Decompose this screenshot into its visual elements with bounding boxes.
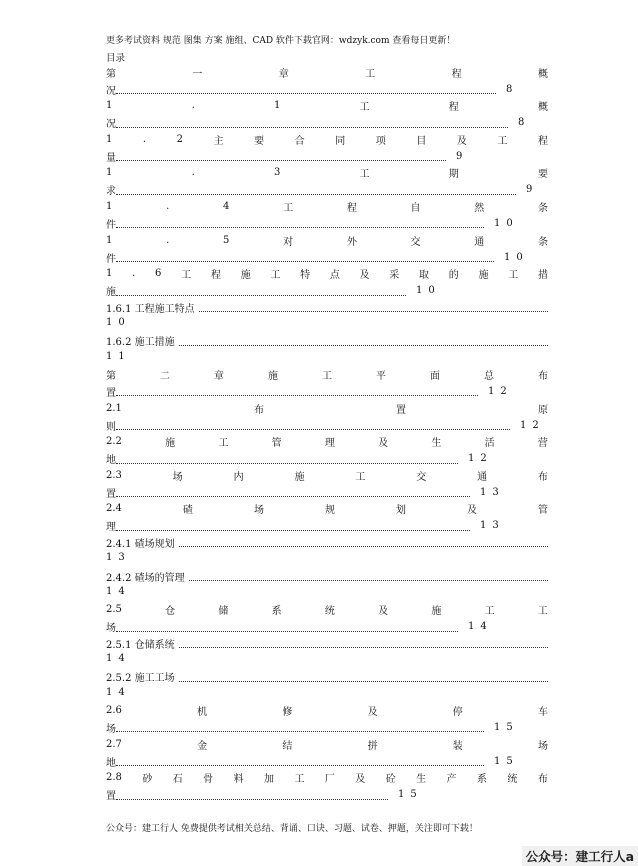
toc-entry-heading: 1.6.1 工程施工特点: [106, 303, 195, 315]
dot-leader: [116, 118, 508, 128]
toc-title-part: 3: [273, 167, 281, 179]
watermark: 公众号：建工行人a: [522, 846, 638, 866]
toc-title-part: .: [142, 133, 147, 145]
toc-entry[interactable]: [106, 468, 548, 501]
toc-title-part: 碴: [182, 505, 193, 517]
toc-title-part: 期: [448, 169, 459, 181]
toc-title-part: 及: [378, 438, 389, 450]
toc-entry[interactable]: [106, 502, 548, 535]
toc-title-part: 置: [395, 404, 406, 416]
toc-entry[interactable]: [106, 771, 548, 804]
toc-title-part: 第: [106, 370, 116, 382]
toc-entry-title: [106, 401, 548, 415]
toc-title-part: 自: [410, 202, 421, 214]
toc-page-number: 13: [480, 520, 505, 532]
toc-title-part: 工: [365, 68, 376, 80]
toc-title-part: 加: [264, 774, 275, 786]
dot-leader: [116, 622, 458, 632]
toc-entry-title: [106, 435, 548, 449]
toc-title-part: 特: [300, 270, 311, 282]
toc-page-number: 10: [504, 251, 529, 263]
toc-title-part: 及: [359, 270, 370, 282]
toc-title-part: 2.3: [106, 469, 122, 481]
toc-entry-title: [106, 603, 548, 617]
toc-page-number: 14: [106, 653, 131, 665]
toc-title-part: 施: [240, 270, 251, 282]
toc-title-part: 及: [466, 505, 477, 517]
toc-entry[interactable]: [106, 401, 548, 434]
dot-leader: [189, 571, 548, 581]
toc-title-part: 及: [456, 135, 467, 147]
dot-leader: [116, 84, 496, 94]
dot-leader: [116, 487, 470, 497]
toc-title-part: 工: [322, 370, 332, 382]
toc-title-part: 交: [416, 471, 427, 483]
toc-entry[interactable]: [106, 300, 548, 333]
toc-title-part: 面: [430, 370, 440, 382]
toc-title-part: 内: [233, 471, 244, 483]
dot-leader: [116, 521, 470, 531]
toc-title-part: 主: [213, 135, 224, 147]
toc-title-part: 二: [160, 370, 170, 382]
toc-title-part: 营: [537, 438, 548, 450]
toc-page-number: 10: [106, 317, 131, 329]
toc-title-part: 程: [346, 202, 357, 214]
dot-leader: [116, 454, 458, 464]
toc-entry[interactable]: [106, 99, 548, 132]
toc-title-part: 施: [478, 270, 489, 282]
toc-title-part: 合: [294, 135, 305, 147]
toc-title-part: 1: [106, 234, 113, 246]
page-footer: 公众号：建工行人 免费提供考试相关总结、背诵、口诀、习题、试卷、押题，关注即可下载！: [106, 824, 478, 834]
toc-entry[interactable]: [106, 535, 548, 568]
toc-page-number: 12: [520, 419, 545, 431]
toc-title-part: 活: [484, 438, 495, 450]
toc-title-part: 布: [537, 471, 548, 483]
toc-title-part: 程: [210, 270, 221, 282]
toc-page-number: 15: [494, 755, 519, 767]
toc-title-end: 场: [106, 723, 116, 735]
toc-title-part: 2.2: [106, 436, 122, 448]
toc-title-part: 概: [537, 102, 548, 114]
toc-title-part: 目: [416, 135, 427, 147]
toc-entry-title: [106, 166, 548, 180]
toc-page-number: 14: [106, 686, 131, 698]
toc-title-part: 理: [324, 438, 335, 450]
toc-title-part: 通: [477, 471, 488, 483]
toc-entry-title: [106, 502, 548, 516]
toc-title-part: 要: [537, 169, 548, 181]
toc-entry[interactable]: [106, 737, 548, 770]
toc-title-part: 系: [271, 606, 282, 618]
toc-title-part: 仓: [165, 606, 176, 618]
toc-title-part: 停: [452, 706, 463, 718]
toc-entry-heading: 2.5.1 仓储系统: [106, 639, 175, 651]
toc-title-part: 工: [294, 774, 305, 786]
toc-entry[interactable]: [106, 132, 548, 165]
toc-title-part: 措: [537, 270, 548, 282]
toc-title-part: 第: [106, 68, 116, 80]
toc-page-number: 10: [416, 285, 441, 297]
toc-title-part: .: [166, 200, 170, 212]
toc-title-end: 况: [106, 85, 116, 97]
toc-title-part: 程: [451, 68, 462, 80]
toc-entry-title: [106, 199, 548, 213]
toc-title-part: 装: [452, 740, 463, 752]
toc-title-part: 1: [106, 167, 113, 179]
toc-title-part: 结: [282, 740, 293, 752]
toc-title-part: 厂: [324, 774, 335, 786]
dot-leader: [116, 151, 446, 161]
toc-title-part: 6: [155, 268, 162, 280]
toc-title-part: 车: [538, 706, 548, 718]
toc-title-part: 1: [106, 100, 113, 112]
toc-title-part: 及: [378, 606, 389, 618]
toc-title-part: 项: [375, 135, 386, 147]
dot-leader: [179, 672, 548, 682]
toc-entry[interactable]: [106, 367, 548, 400]
toc-title-part: 划: [395, 505, 406, 517]
toc-title-end: 施: [106, 287, 116, 299]
toc-title-part: 及: [367, 706, 378, 718]
toc-title-part: 金: [197, 740, 208, 752]
toc-title-part: 2.1: [106, 402, 122, 414]
toc-title-part: 工: [270, 270, 281, 282]
toc-entry[interactable]: [106, 334, 548, 367]
toc-title-part: 外: [346, 236, 357, 248]
toc-title-part: 1: [106, 268, 113, 280]
toc-title-part: 平: [376, 370, 386, 382]
toc-entry[interactable]: [106, 199, 548, 232]
toc-title-part: 生: [416, 774, 427, 786]
dot-leader: [116, 722, 484, 732]
toc-entry-title: [106, 267, 548, 281]
toc-page-number: 15: [494, 721, 519, 733]
toc-entry-heading: 2.5.2 施工工场: [106, 673, 175, 685]
toc-title-part: 工: [359, 102, 370, 114]
toc-entry-heading: 2.4.2 碴场的管理: [106, 572, 185, 584]
toc-title-part: 条: [537, 236, 548, 248]
toc-title-part: 然: [474, 202, 485, 214]
toc-title-part: 储: [218, 606, 229, 618]
toc-title-part: 工: [359, 169, 370, 181]
toc-title-part: 机: [197, 706, 208, 718]
toc-title-part: 对: [283, 236, 294, 248]
toc-entry[interactable]: [106, 703, 548, 736]
dot-leader: [179, 336, 548, 346]
toc-title-part: 布: [538, 370, 548, 382]
toc-title-part: 工: [355, 471, 366, 483]
toc-title-part: 场: [172, 471, 183, 483]
toc-page-number: 12: [488, 385, 513, 397]
toc-page-number: 14: [468, 621, 493, 633]
toc-title-part: .: [191, 167, 195, 179]
toc-entry[interactable]: [106, 267, 548, 300]
toc-title-part: 2.8: [106, 772, 122, 784]
toc-title-part: 拼: [367, 740, 378, 752]
toc-title-part: 1: [106, 200, 113, 212]
toc-entry[interactable]: [106, 435, 548, 468]
toc-title-part: 2.5: [106, 604, 122, 616]
toc-page-number: 12: [468, 453, 493, 465]
dot-leader: [116, 185, 516, 195]
toc-title-part: 生: [431, 438, 442, 450]
toc-title-end: 则: [106, 421, 116, 433]
toc-title-part: 施: [294, 471, 305, 483]
toc-title-part: 骨: [203, 774, 214, 786]
toc-title-part: 同: [335, 135, 346, 147]
toc-title-part: .: [132, 268, 136, 280]
dot-leader: [116, 756, 484, 766]
dot-leader: [116, 286, 406, 296]
toc-title-part: 点: [329, 270, 340, 282]
dot-leader: [116, 386, 478, 396]
toc-page-number: 9: [526, 184, 539, 196]
toc-title-part: 工: [537, 606, 548, 618]
toc-title-part: 工: [497, 135, 508, 147]
toc-title-part: 的: [448, 270, 459, 282]
dot-leader: [179, 537, 548, 547]
dot-leader: [179, 638, 548, 648]
toc-title-part: 工: [181, 270, 192, 282]
toc-title-part: 场: [538, 740, 548, 752]
toc-title-part: 石: [172, 774, 183, 786]
toc-title-part: 布: [537, 774, 548, 786]
toc-title-part: 通: [474, 236, 485, 248]
toc-title-part: 施: [165, 438, 176, 450]
toc-title-part: 原: [538, 404, 548, 416]
toc-title-part: 规: [324, 505, 335, 517]
toc-title-part: 2: [176, 133, 184, 145]
toc-title-end: 置: [106, 387, 116, 399]
toc-entry-title: [106, 771, 548, 785]
toc-title-part: 施: [268, 370, 278, 382]
toc-title-part: 总: [484, 370, 494, 382]
toc-title-end: 况: [106, 119, 116, 131]
toc-title-part: 管: [271, 438, 282, 450]
toc-entry-heading: 2.4.1 碴场规划: [106, 538, 175, 550]
dot-leader: [116, 790, 388, 800]
toc-page-number: 13: [106, 552, 131, 564]
toc-entry-heading: 1.6.2 施工措施: [106, 337, 175, 349]
toc-title-end: 件: [106, 253, 116, 265]
toc-title-part: 布: [253, 404, 264, 416]
toc-title-part: 2.6: [106, 704, 122, 716]
toc-entry-title: [106, 737, 548, 751]
toc-title-part: 施: [431, 606, 442, 618]
toc-title-part: 1: [273, 100, 281, 112]
toc-title-part: 统: [324, 606, 335, 618]
dot-leader: [116, 218, 484, 228]
toc-title-part: 采: [389, 270, 400, 282]
toc-page-number: 13: [480, 486, 505, 498]
dot-leader: [116, 420, 510, 430]
toc-title-end: 置: [106, 488, 116, 500]
toc-page-number: 9: [456, 150, 469, 162]
toc-entry-title: [106, 99, 548, 113]
toc-title-part: 砼: [385, 774, 396, 786]
toc-entry[interactable]: [106, 603, 548, 636]
toc-title-end: 地: [106, 757, 116, 769]
toc-entry[interactable]: [106, 569, 548, 602]
toc-page-number: 15: [398, 789, 423, 801]
toc-title-part: 2.7: [106, 738, 122, 750]
toc-title-end: 件: [106, 219, 116, 231]
toc-title-part: 一: [192, 68, 203, 80]
toc-title-part: 程: [537, 135, 548, 147]
toc-title-part: .: [166, 234, 170, 246]
toc-title-part: 章: [214, 370, 224, 382]
toc-title-part: 系: [476, 774, 487, 786]
toc-title-end: 地: [106, 455, 116, 467]
toc-title-part: 管: [538, 505, 548, 517]
toc-title-part: 料: [233, 774, 244, 786]
toc-title-end: 理: [106, 522, 116, 534]
page-header: 更多考试资料 规范 图集 方案 施组、CAD 软件下载官网：wdzyk.com 查看每日更新！: [106, 36, 456, 46]
toc-page-number: 14: [106, 586, 131, 597]
toc-title-part: 工: [218, 438, 229, 450]
toc-title-part: 工: [508, 270, 519, 282]
toc-title-part: 修: [282, 706, 293, 718]
toc-title-part: 工: [283, 202, 294, 214]
toc-title-end: 量: [106, 152, 116, 164]
toc-title-part: 条: [537, 202, 548, 214]
toc-title: 目录: [106, 53, 126, 64]
toc-title-part: .: [191, 100, 195, 112]
toc-title-part: 场: [253, 505, 264, 517]
toc-title-part: 章: [278, 68, 289, 80]
toc-entry[interactable]: [106, 670, 548, 703]
toc-title-part: 概: [537, 68, 548, 80]
toc-title-part: 砂: [142, 774, 153, 786]
toc-entry[interactable]: [106, 65, 548, 98]
toc-entry-title: [106, 132, 548, 146]
toc-title-part: 1: [106, 133, 113, 145]
dot-leader: [116, 252, 494, 262]
toc-page-number: 8: [506, 83, 519, 95]
toc-title-part: 产: [446, 774, 457, 786]
toc-title-part: 4: [223, 200, 230, 212]
toc-entry-title: [106, 65, 548, 79]
toc-title-part: 工: [484, 606, 495, 618]
toc-title-end: 求: [106, 186, 116, 198]
toc-entry-title: [106, 468, 548, 482]
toc-page-number: 8: [518, 117, 531, 129]
toc-page-number: 10: [494, 217, 519, 229]
toc-title-part: 程: [448, 102, 459, 114]
toc-title-part: 交: [410, 236, 421, 248]
toc-title-part: 取: [419, 270, 430, 282]
toc-title-part: 5: [223, 234, 230, 246]
toc-title-end: 场: [106, 623, 116, 635]
toc-entry-title: [106, 367, 548, 381]
toc-title-part: 要: [254, 135, 265, 147]
toc-title-part: 统: [507, 774, 518, 786]
toc-title-part: 及: [355, 774, 366, 786]
toc-entry-title: [106, 703, 548, 717]
dot-leader: [199, 302, 548, 312]
toc-entry[interactable]: [106, 233, 548, 266]
toc-entry[interactable]: [106, 636, 548, 669]
toc-title-end: 置: [106, 791, 116, 803]
toc-title-part: 2.4: [106, 503, 122, 515]
toc-entry-title: [106, 233, 548, 247]
toc-entry[interactable]: [106, 166, 548, 199]
toc-page-number: 11: [106, 350, 131, 362]
